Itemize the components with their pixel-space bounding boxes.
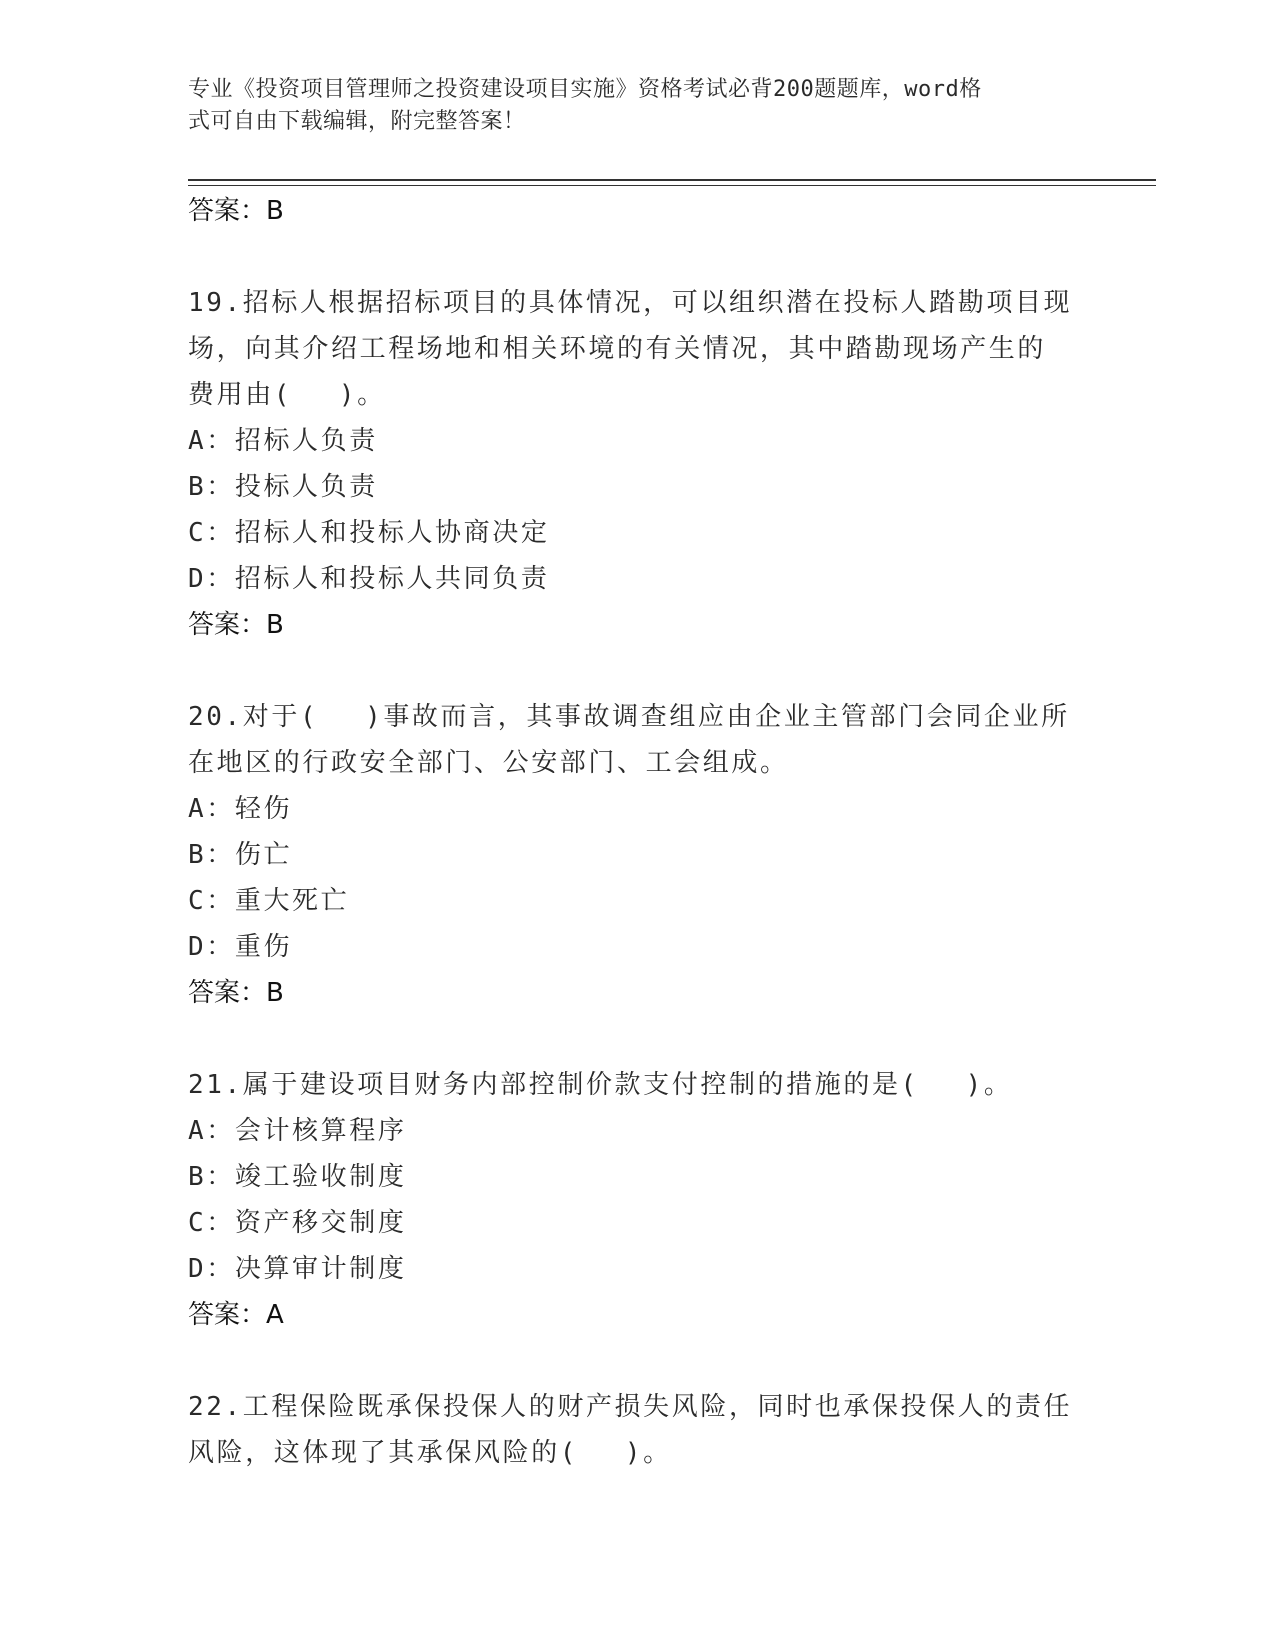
document-header — [188, 74, 1068, 138]
answer-line: 答案：B — [188, 978, 284, 1008]
question-text-line: 费用由( )。 — [188, 380, 386, 410]
option-b: B：投标人负责 — [188, 472, 378, 502]
option-d: D：招标人和投标人共同负责 — [188, 564, 550, 594]
option-c: C：资产移交制度 — [188, 1208, 407, 1238]
question-text-line: 场，向其介绍工程场地和相关环境的有关情况，其中踏勘现场产生的 — [188, 334, 1047, 364]
option-c: C：重大死亡 — [188, 886, 350, 916]
answer-line: 答案：A — [188, 1300, 284, 1330]
spacer — [188, 234, 1088, 280]
header-line-1: 专业《投资项目管理师之投资建设项目实施》资格考试必背200题题库，word格 — [188, 77, 982, 102]
question-text-line: 在地区的行政安全部门、公安部门、工会组成。 — [188, 748, 789, 778]
option-d: D：重伤 — [188, 932, 293, 962]
question-text-line: 20.对于( )事故而言，其事故调查组应由企业主管部门会同企业所 — [188, 702, 1070, 732]
answer-line: 答案：B — [188, 610, 284, 640]
option-d: D：决算审计制度 — [188, 1254, 407, 1284]
question-text-line: 21.属于建设项目财务内部控制价款支付控制的措施的是( )。 — [188, 1070, 1013, 1100]
option-a: A：招标人负责 — [188, 426, 378, 456]
question-block — [188, 280, 1088, 648]
option-b: B：竣工验收制度 — [188, 1162, 407, 1192]
option-a: A：会计核算程序 — [188, 1116, 407, 1146]
spacer — [188, 1016, 1088, 1062]
option-b: B：伤亡 — [188, 840, 293, 870]
question-block — [188, 1062, 1088, 1338]
question-block — [188, 1384, 1088, 1476]
answer-line: 答案：B — [188, 196, 284, 226]
header-rule-thick — [188, 179, 1156, 181]
document-body — [188, 188, 1088, 1476]
question-text-line: 风险，这体现了其承保风险的( )。 — [188, 1438, 672, 1468]
spacer — [188, 1338, 1088, 1384]
question-text-line: 19.招标人根据招标项目的具体情况，可以组织潜在投标人踏勘项目现 — [188, 288, 1073, 318]
question-text-line: 22.工程保险既承保投保人的财产损失风险，同时也承保投保人的责任 — [188, 1392, 1073, 1422]
option-a: A：轻伤 — [188, 794, 293, 824]
spacer — [188, 648, 1088, 694]
header-line-2: 式可自由下载编辑，附完整答案！ — [188, 109, 526, 134]
option-c: C：招标人和投标人协商决定 — [188, 518, 550, 548]
question-block — [188, 694, 1088, 1016]
header-rule-thin — [188, 185, 1156, 186]
